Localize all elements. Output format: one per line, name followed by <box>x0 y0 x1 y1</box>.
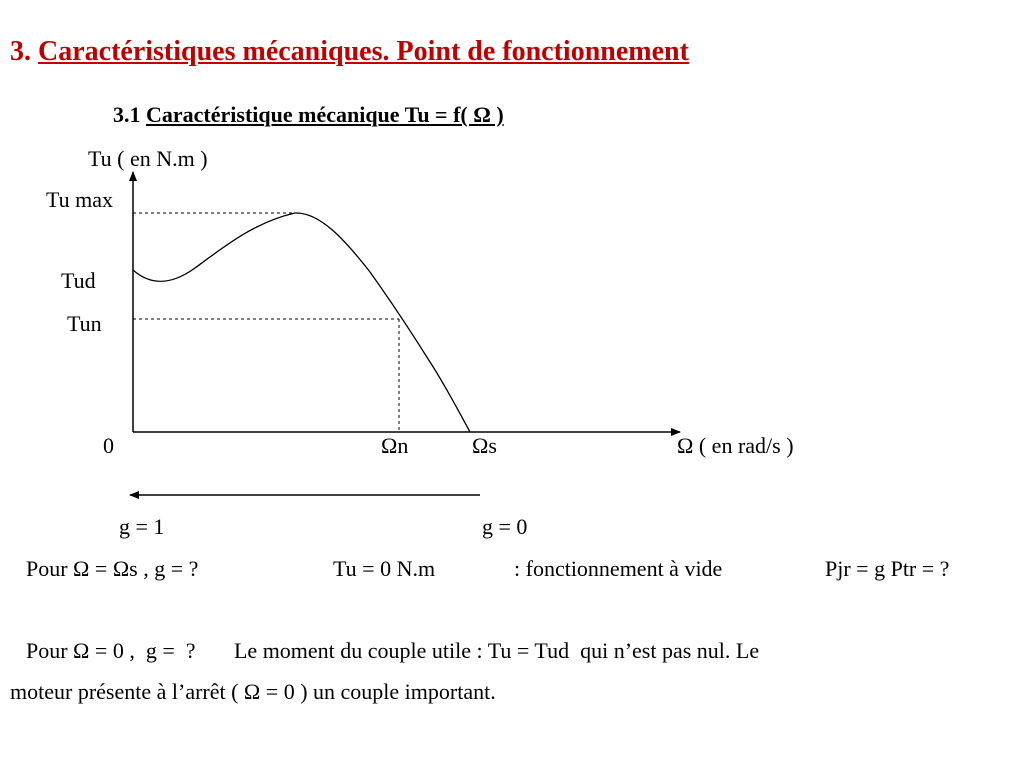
y-axis-label: Tu ( en N.m ) <box>88 146 208 171</box>
characteristic-curve <box>133 213 470 432</box>
omega-n-label: Ωn <box>381 433 409 458</box>
subtitle-text: Caractéristique mécanique Tu = f( Ω ) <box>146 102 504 127</box>
no-load-torque: Tu = 0 N.m <box>333 556 436 581</box>
no-load-condition: Pour Ω = Ωs , g = ? <box>26 556 199 581</box>
g0-label: g = 0 <box>482 514 528 539</box>
subtitle-number: 3.1 <box>113 102 141 127</box>
title-text: Caractéristiques mécaniques. Point de fonctionnement <box>38 36 689 67</box>
omega-s-label: Ωs <box>472 433 497 458</box>
tun-label: Tun <box>67 311 102 336</box>
standstill-paragraph-line2: moteur présente à l’arrêt ( Ω = 0 ) un couple important. <box>10 679 496 704</box>
no-load-description: : fonctionnement à vide <box>514 556 723 581</box>
title-number: 3. <box>10 36 31 67</box>
standstill-paragraph-line1: Pour Ω = 0 , g = ? Le moment du couple utile : Tu = Tud qui n’est pas nul. Le <box>26 638 760 663</box>
x-axis-label: Ω ( en rad/s ) <box>677 433 794 458</box>
origin-label: 0 <box>103 433 114 458</box>
rotor-loss-formula: Pjr = g Ptr = ? <box>825 556 950 581</box>
g1-label: g = 1 <box>119 514 165 539</box>
tud-label: Tud <box>61 268 96 293</box>
tu-max-label: Tu max <box>46 187 114 212</box>
